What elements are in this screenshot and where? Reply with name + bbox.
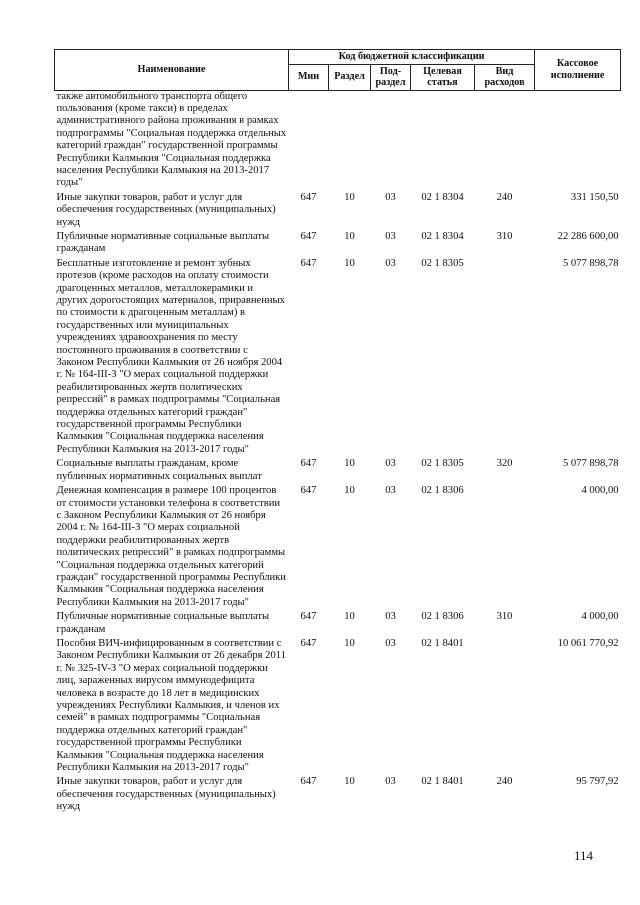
cell-razdel: 10 [344, 611, 355, 623]
cell-razdel: 10 [344, 257, 355, 269]
cell-vid: 240 [496, 191, 513, 203]
cell-tselevaya: 02 1 8304 [421, 230, 464, 242]
cell-min [289, 90, 329, 192]
cell-min: 647 [300, 485, 317, 497]
cell-razdel: 10 [344, 485, 355, 497]
cell-podrazdel: 03 [385, 776, 396, 788]
cell-amount: 95 797,92 [576, 776, 619, 788]
cell-vid [475, 485, 535, 611]
table-row [55, 231, 621, 258]
table-row [55, 90, 621, 192]
cell-min: 647 [300, 458, 317, 470]
header-razdel: Раздел [329, 64, 371, 90]
cell-tselevaya: 02 1 8304 [421, 191, 464, 203]
cell-name: Иные закупки товаров, работ и услуг для обеспечения государственных (муниципальных) нужд [56, 191, 276, 228]
table-row [55, 611, 621, 638]
cell-min: 647 [300, 257, 317, 269]
table-row [55, 485, 621, 611]
cell-tselevaya: 02 1 8401 [421, 637, 464, 649]
cell-razdel: 10 [344, 637, 355, 649]
table-row [55, 776, 621, 815]
cell-podrazdel [371, 90, 411, 192]
cell-podrazdel: 03 [385, 191, 396, 203]
cell-razdel [329, 90, 371, 192]
cell-name: Денежная компенсация в размере 100 процентов от стоимости установки телефона в соответствии с Законом Республики Калмыкия от 26 ноября 2004 г. № 164-III-З "О мерах социальной поддержки реабилитированных жертв политических репрессий" в рамках подпрограммы "Социальная поддержка отдельных категорий граждан" государственной программы Республики Калмыкия "Социальная поддержка населения Республики Калмыкия на 2013-2017 годы" [56, 485, 286, 608]
cell-podrazdel: 03 [385, 458, 396, 470]
cell-vid [475, 90, 535, 192]
cell-amount: 22 286 600,00 [557, 230, 619, 242]
cell-name: Публичные нормативные социальные выплаты гражданам [56, 230, 270, 255]
cell-amount: 4 000,00 [581, 611, 619, 623]
cell-podrazdel: 03 [385, 611, 396, 623]
cell-min: 647 [300, 191, 317, 203]
cell-podrazdel: 03 [385, 230, 396, 242]
cell-amount: 5 077 898,78 [562, 257, 619, 269]
cell-name: Бесплатные изготовление и ремонт зубных протезов (кроме расходов на оплату стоимости драгоценных металлов, металлокерамики и других дорогостоящих материалов, приравненных по стоимости к драгоценным металлам) в государственных или муниципальных учреждениях здравоохранения по месту постоянного проживания в соответствии с Законом Республики Калмыкия от 26 ноября 2004 г. № 164-III-З "О мерах социальной поддержки реабилитированных жертв политических репрессий" в рамках подпрограммы "Социальная поддержка отдельных категорий граждан" государственной программы Республики Калмыкия "Социальная поддержка населения Республики Калмыкия на 2013-2017 годы" [56, 257, 285, 455]
cell-tselevaya [411, 90, 475, 192]
cell-name: Публичные нормативные социальные выплаты гражданам [56, 611, 270, 635]
header-min: Мин [289, 64, 329, 90]
header-code-group: Код бюджетной классификации [289, 50, 535, 65]
header-kassovoe: Кассовое исполнение [535, 50, 621, 91]
cell-amount: 10 061 770,92 [557, 637, 619, 649]
cell-vid: 310 [496, 611, 513, 623]
cell-tselevaya: 02 1 8401 [421, 776, 464, 788]
cell-tselevaya: 02 1 8305 [421, 458, 464, 470]
table-row [55, 458, 621, 485]
cell-podrazdel: 03 [385, 485, 396, 497]
cell-podrazdel: 03 [385, 257, 396, 269]
cell-min: 647 [300, 776, 317, 788]
table-row [55, 638, 621, 776]
table-row [55, 192, 621, 231]
cell-name: Пособия ВИЧ-инфицированным в соответствии с Законом Республики Калмыкия от 26 декабря 2011 г. № 325-IV-З "О мерах социальной поддержки лиц, зараженных вирусом иммунодефицита человека в возрасте до 18 лет в медицинских учреждениях Республики Калмыкия, и членов их семей" в рамках подпрограммы "Социальная поддержка отдельных категорий граждан" государственной программы Республики Калмыкия "Социальная поддержка населения Республики Калмыкия на 2013-2017 годы" [56, 637, 286, 774]
cell-name: также автомобильного транспорта общего пользования (кроме такси) в пределах административного района проживания в рамках подпрограммы "Социальная поддержка отдельных категорий граждан" государственной программы Республики Калмыкия "Социальная поддержка населения Республики Калмыкия на 2013-2017 годы" [56, 90, 287, 189]
header-vid: Вид расходов [475, 64, 535, 90]
cell-min: 647 [300, 611, 317, 623]
cell-min: 647 [300, 230, 317, 242]
cell-vid: 310 [496, 230, 513, 242]
budget-table [54, 49, 621, 816]
page-number: 114 [574, 848, 594, 863]
table-header [55, 50, 621, 91]
cell-podrazdel: 03 [385, 637, 396, 649]
cell-amount: 4 000,00 [581, 485, 619, 497]
cell-amount [535, 90, 621, 192]
cell-vid [475, 258, 535, 459]
cell-tselevaya: 02 1 8306 [421, 485, 464, 497]
cell-name: Социальные выплаты гражданам, кроме публичных нормативных социальных выплат [56, 458, 262, 482]
cell-amount: 331 150,50 [570, 191, 619, 203]
cell-vid: 320 [496, 458, 513, 470]
cell-razdel: 10 [344, 458, 355, 470]
header-name: Наименование [55, 50, 289, 91]
cell-min: 647 [300, 637, 317, 649]
table-body [55, 90, 621, 816]
cell-vid [475, 638, 535, 776]
cell-tselevaya: 02 1 8305 [421, 257, 464, 269]
table-row [55, 258, 621, 459]
cell-vid: 240 [496, 776, 513, 788]
header-tselevaya: Целевая статья [411, 64, 475, 90]
header-podrazdel: Под- раздел [371, 64, 411, 90]
cell-tselevaya: 02 1 8306 [421, 611, 464, 623]
cell-amount: 5 077 898,78 [562, 458, 619, 470]
cell-razdel: 10 [344, 776, 355, 788]
cell-name: Иные закупки товаров, работ и услуг для обеспечения государственных (муниципальных) нужд [56, 776, 276, 813]
cell-razdel: 10 [344, 191, 355, 203]
cell-razdel: 10 [344, 230, 355, 242]
